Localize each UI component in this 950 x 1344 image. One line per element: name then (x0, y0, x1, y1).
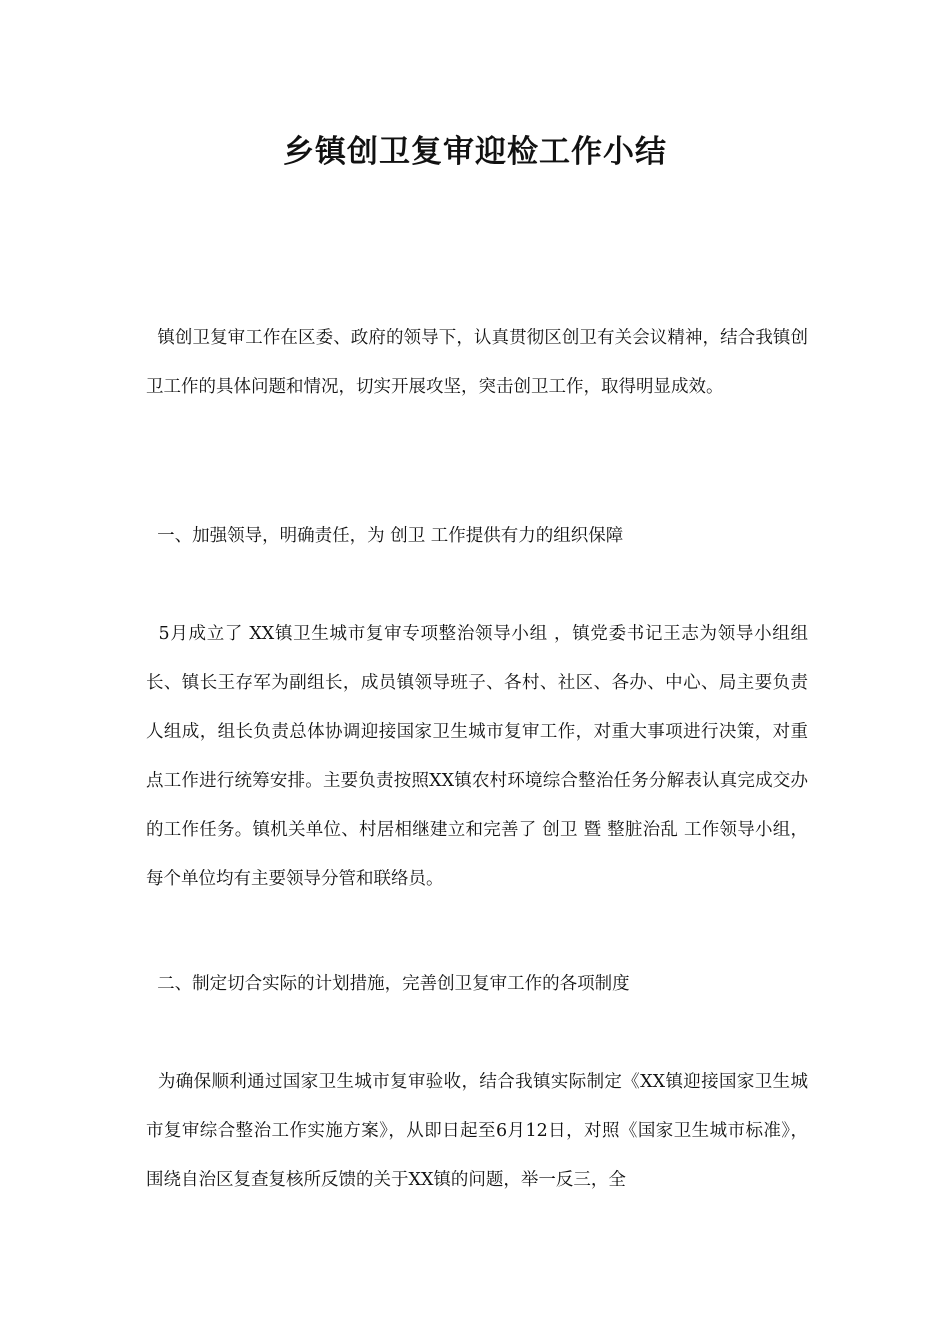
intro-paragraph: 镇创卫复审工作在区委、政府的领导下，认真贯彻区创卫有关会议精神，结合我镇创卫工作的具体问题和情况，切实开展攻坚，突击创卫工作，取得明显成效。 (146, 328, 808, 397)
section-2-paragraph: 为确保顺利通过国家卫生城市复审验收，结合我镇实际制定《XX镇迎接国家卫生城市复审综合整治工作实施方案》，从即日起至6月12日，对照《国家卫生城市标准》，围绕自治区复查复核所反馈的关于XX镇的问题，举一反三，全 (146, 1072, 808, 1190)
document-title: 乡镇创卫复审迎检工作小结 (283, 134, 667, 170)
section-heading-1: 一、加强领导，明确责任，为 创卫 工作提供有力的组织保障 (146, 526, 624, 546)
section-1-paragraph: 5月成立了 XX镇卫生城市复审专项整治领导小组 ，镇党委书记王志为领导小组组长、镇长王存军为副组长，成员镇领导班子、各村、社区、各办、中心、局主要负责人组成，组长负责总体协调迎接国家卫生城市复审工作，对重大事项进行决策，对重点工作进行统筹安排。主要负责按照XX镇农村环境综合整治任务分解表认真完成交办的工作任务。镇机关单位、村居相继建立和完善了 创卫 暨 整脏治乱 工作领导小组，每个单位均有主要领导分管和联络员。 (146, 624, 808, 889)
section-heading-2: 二、制定切合实际的计划措施，完善创卫复审工作的各项制度 (146, 974, 630, 994)
